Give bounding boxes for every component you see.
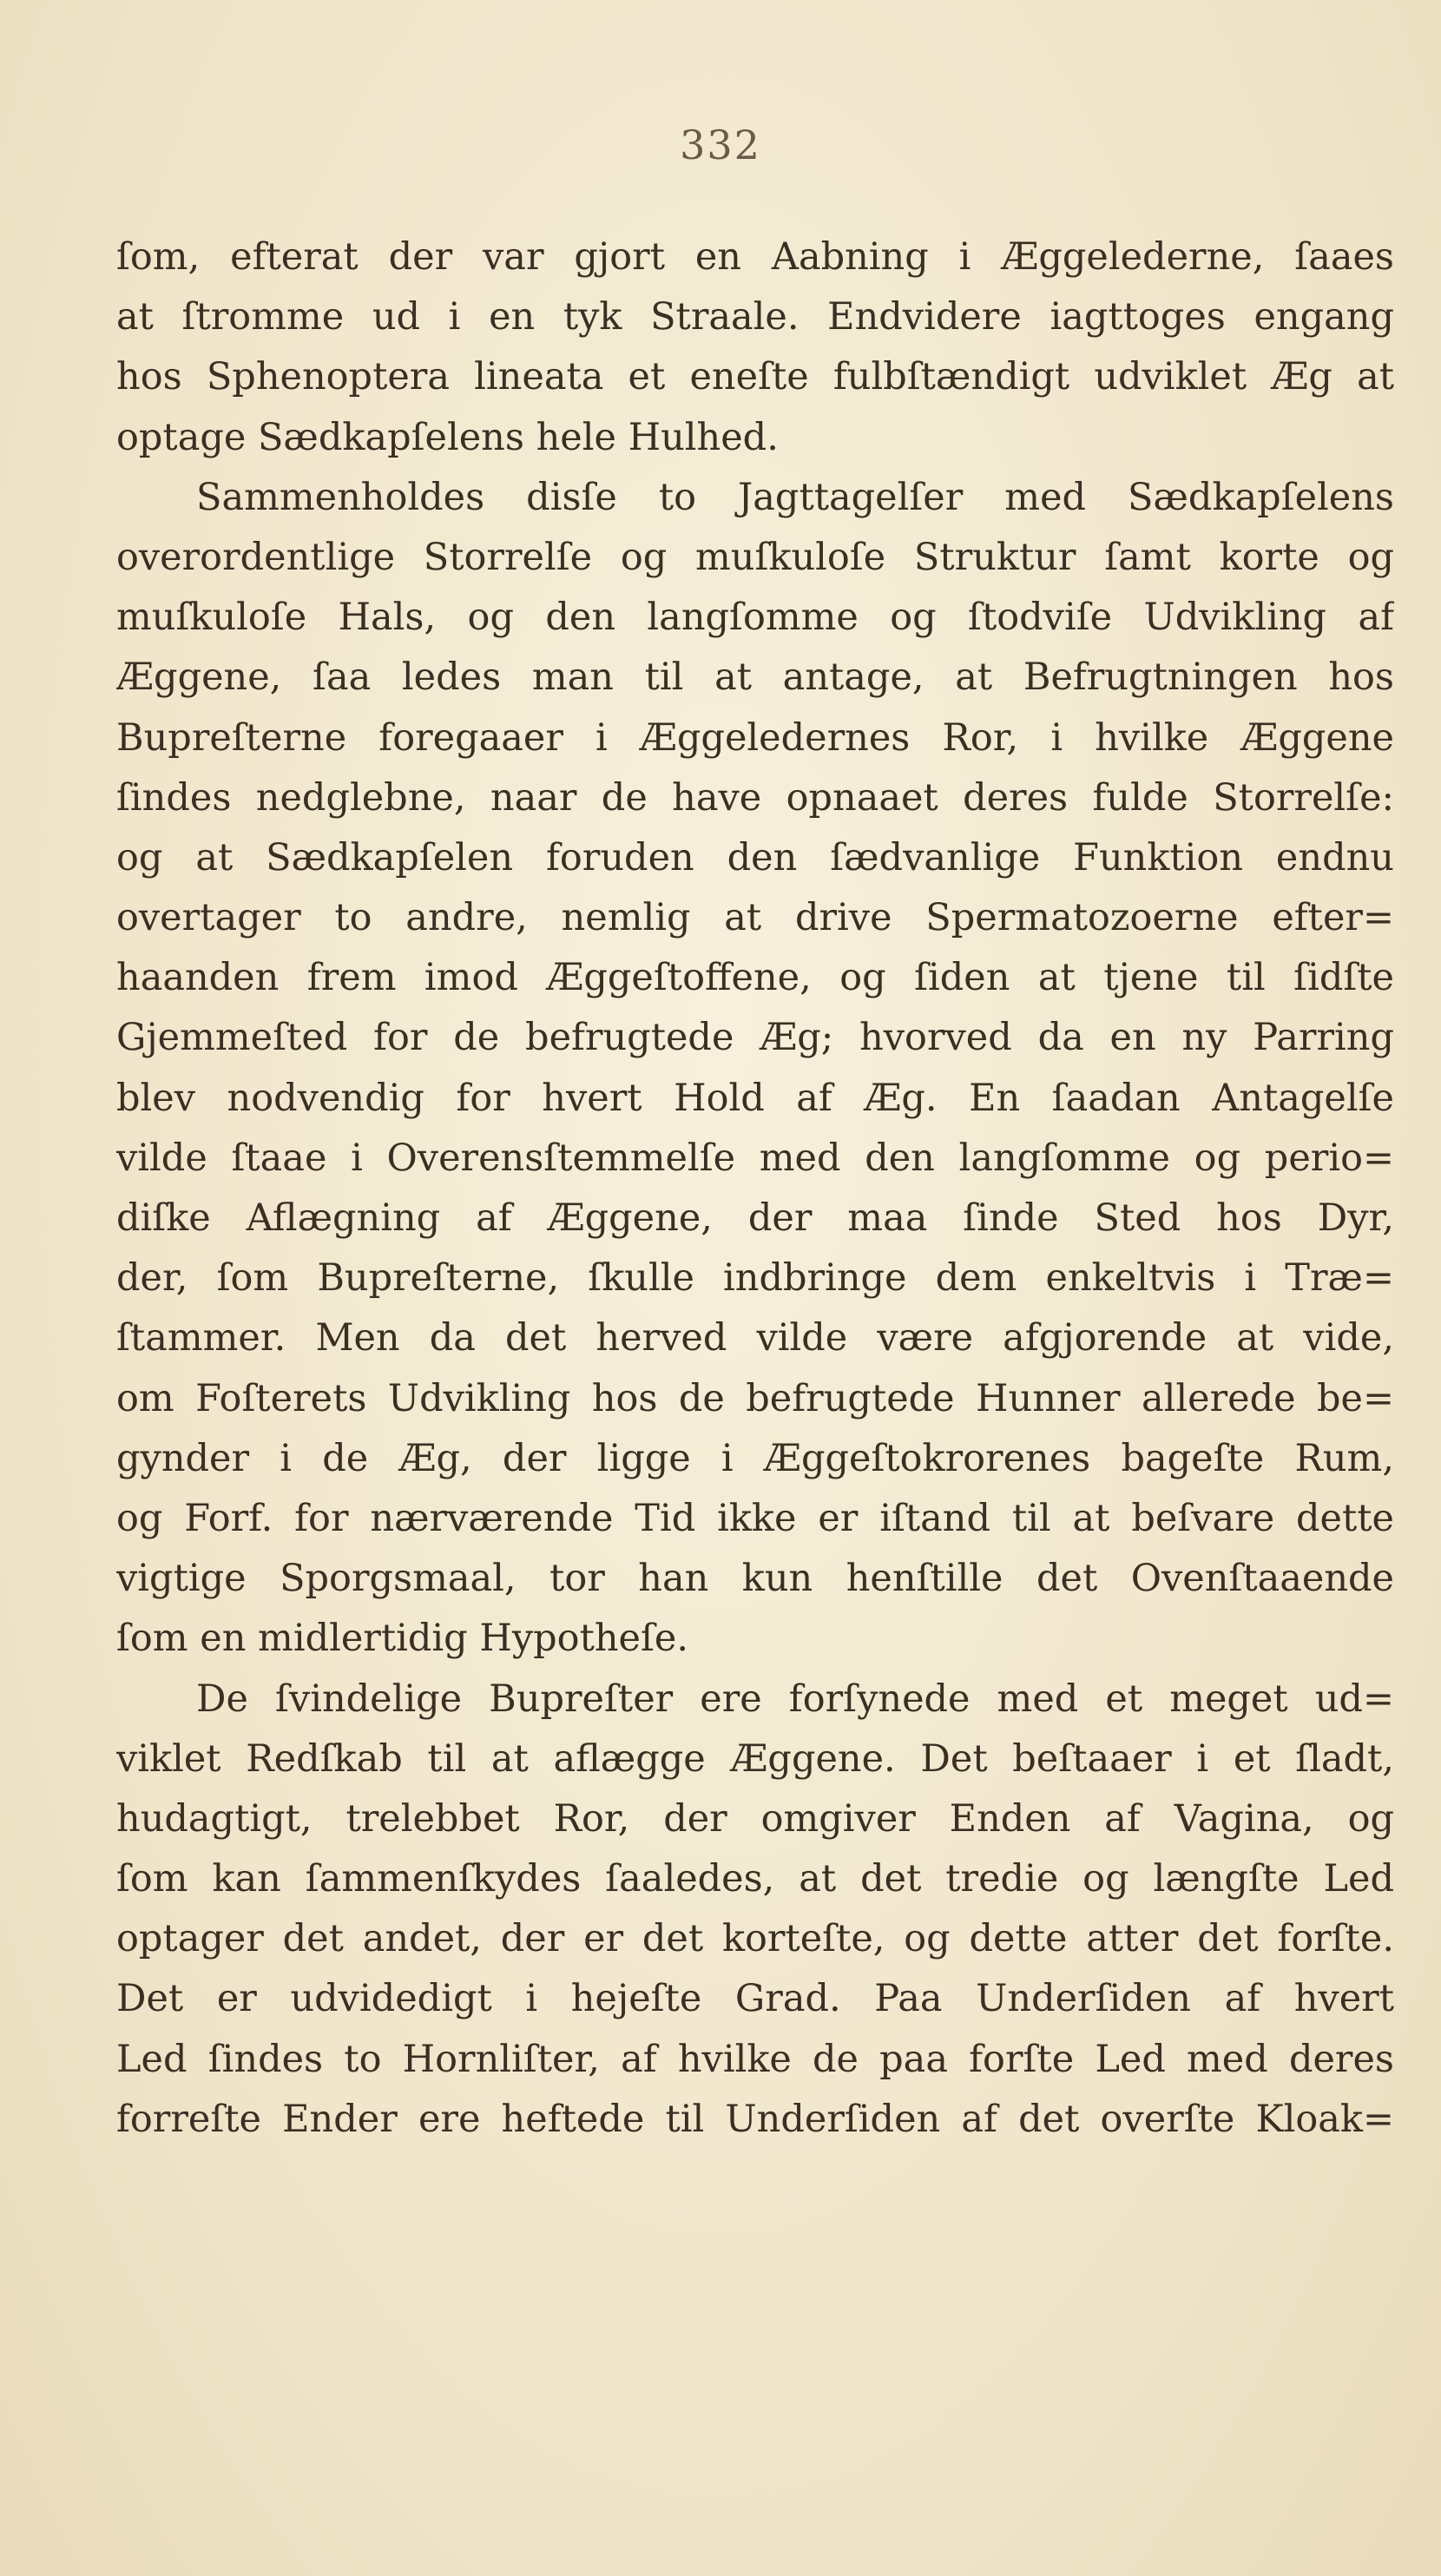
text-line: og Forf. for nærværende Tid ikke er iſtand til at beſvare dette xyxy=(116,1496,1394,1540)
paragraph-1 xyxy=(116,227,1394,468)
text-line: Bupreſterne foregaaer i Æggeledernes Ror, i hvilke Æggene xyxy=(116,715,1394,760)
text-line: muſkuloſe Hals, og den langſomme og ſtodviſe Udvikling af xyxy=(116,596,1394,640)
text-line: hos Sphenoptera lineata et eneſte fulbſtændigt udviklet Æg at xyxy=(116,355,1394,399)
text-line: overtager to andre, nemlig at drive Spermatozoerne efter= xyxy=(116,896,1394,940)
text-line: haanden frem imod Æggeſtoffene, og ſiden at tjene til ſidſte xyxy=(116,956,1394,1000)
text-line: hudagtigt, trelebbet Ror, der omgiver Enden af Vagina, og xyxy=(116,1796,1394,1841)
text-line: Det er udvidedigt i hejeſte Grad. Paa Underſiden af hvert xyxy=(116,1977,1394,2021)
text-line: overordentlige Storrelſe og muſkuloſe Struktur ſamt korte og xyxy=(116,535,1394,579)
text-line: om Foſterets Udvikling hos de befrugtede Hunner allerede be= xyxy=(116,1376,1394,1420)
text-line: diſke Aflægning af Æggene, der maa ſinde Sted hos Dyr, xyxy=(116,1196,1394,1240)
text-line: forreſte Ender ere heftede til Underſiden af det overſte Kloak= xyxy=(116,2097,1394,2141)
text-line: ſtammer. Men da det herved vilde være afgjorende at vide, xyxy=(116,1316,1394,1360)
text-line: at ſtromme ud i en tyk Straale. Endvidere iagttoges engang xyxy=(116,295,1394,339)
text-line: vigtige Sporgsmaal, tor han kun henſtille det Ovenſtaaende xyxy=(116,1557,1394,1601)
text-line: optager det andet, der er det korteſte, og dette atter det forſte. xyxy=(116,1917,1394,1961)
text-line: viklet Redſkab til at aflægge Æggene. Det beſtaaer i et ſladt, xyxy=(116,1736,1394,1781)
text-line: ſom, efterat der var gjort en Aabning i Æggelederne, ſaaes xyxy=(116,235,1394,279)
text-line: Led ſindes to Hornliſter, af hvilke de paa forſte Led med deres xyxy=(116,2037,1394,2081)
text-line: Sammenholdes disſe to Jagttagelſer med Sædkapſelens xyxy=(196,475,1394,519)
text-line: og at Sædkapſelen foruden den ſædvanlige Funktion endnu xyxy=(116,835,1394,880)
text-line: der, ſom Bupreſterne, ſkulle indbringe dem enkeltvis i Træ= xyxy=(116,1256,1394,1301)
text-line: blev nodvendig for hvert Hold af Æg. En ſaadan Antagelſe xyxy=(116,1076,1394,1120)
text-line: optage Sædkapſelens hele Hulhed. xyxy=(116,415,779,459)
text-line: Gjemmeſted for de befrugtede Æg; hvorved da en ny Parring xyxy=(116,1016,1394,1060)
page-number: 332 xyxy=(680,122,761,168)
text-line: Æggene, ſaa ledes man til at antage, at Befrugtningen hos xyxy=(116,656,1394,700)
text-line: ſom en midlertidig Hypotheſe. xyxy=(116,1617,689,1661)
text-line: vilde ſtaae i Overensſtemmelſe med den langſomme og perio= xyxy=(116,1136,1394,1180)
body-text xyxy=(116,227,1394,2150)
text-line: gynder i de Æg, der ligge i Æggeſtokrorenes bageſte Rum, xyxy=(116,1436,1394,1480)
text-line: ſom kan ſammenſkydes ſaaledes, at det tredie og længſte Led xyxy=(116,1857,1394,1901)
paragraph-2 xyxy=(116,468,1394,1670)
text-line: ſindes nedglebne, naar de have opnaaet deres fulde Storrelſe: xyxy=(116,775,1394,820)
paragraph-3 xyxy=(116,1670,1394,2151)
text-line: De ſvindelige Bupreſter ere forſynede med et meget ud= xyxy=(196,1677,1394,1721)
